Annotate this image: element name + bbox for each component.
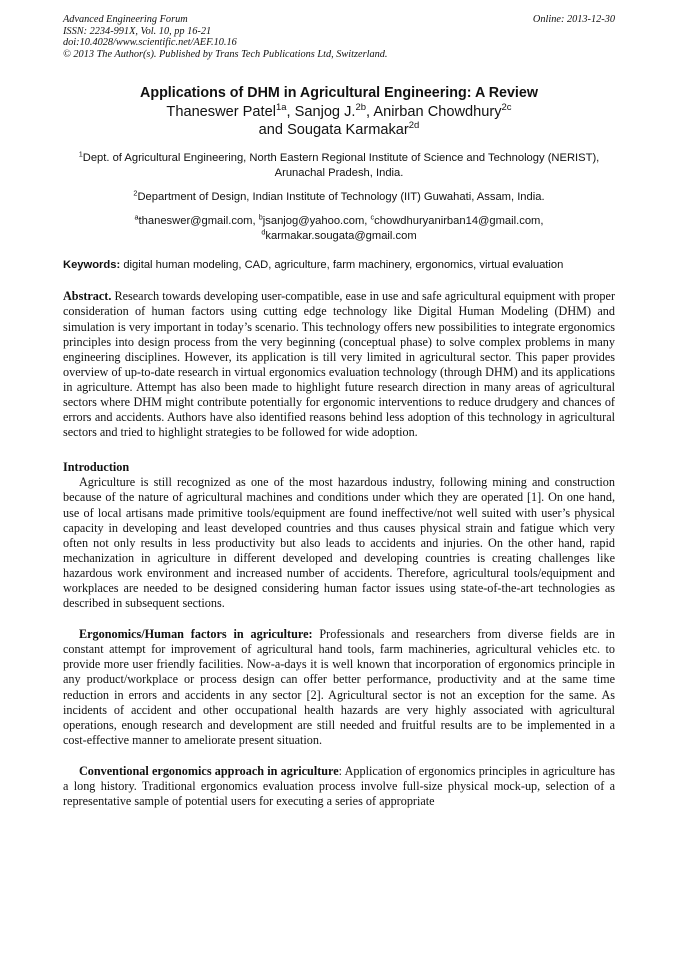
author-and: and: [258, 121, 284, 138]
keywords-text: digital human modeling, CAD, agriculture, farm machinery, ergonomics, virtual evaluation: [123, 259, 564, 272]
section-heading-introduction: Introduction: [63, 460, 130, 475]
affiliation-2: $^2$Department of Design, Indian Institute of Technology (IIT) Guwahati, Assam, India.: [133, 188, 545, 204]
journal-header: [63, 14, 615, 60]
author-superscript: 2b: [355, 102, 367, 114]
ergonomics-heading: Ergonomics/Human factors in agriculture:: [79, 627, 313, 642]
author-name: Sanjog J.: [294, 104, 356, 121]
copyright-line: © 2013 The Author(s). Published by Trans Tech Publications Ltd, Switzerland.: [63, 48, 388, 60]
keywords: [63, 258, 615, 273]
paper-title: Applications of DHM in Agricultural Engineering: A Review: [140, 85, 538, 102]
conventional-heading: Conventional ergonomics approach in agriculture: [79, 763, 339, 778]
affiliation-1: $^1$Dept. of Agricultural Engineering, North Eastern Regional Institute of Science and Technology (NERIST), Arunachal Pradesh, India.: [78, 149, 600, 180]
intro-paragraph: Agriculture is still recognized as one of the most hazardous industry, following mining and construction because of the nature of agricultural machines and conditions under which they are operated [1]. On one hand, use of local artisans made primitive tools/equipment are found ineffective/not well suited with user’s physical capacity in developing and least developed countries and thus causes physical strain and fatigue which very often not only results in less productivity but also leads to accidents and injuries. On the other hand, rapid mechanization in agriculture in different developed and developing countries is creating challenges like hazardous work environment and increased number of accidents. Therefore, agricultural tools/equipment and workplaces are needed to be designed considering human factor issues using state-of-the-art technologies as described in subsequent sections.: [63, 475, 615, 611]
author-emails: $^a$thaneswer@gmail.com, $^b$jsanjog@yahoo.com, $^c$chowdhuryanirban14@gmail.com, $^d$karmakar.sougata@gmail.com: [134, 212, 544, 243]
abstract-text: Research towards developing user-compatible, ease in use and safe agricultural equipment with proper consideration of human factors using cutting edge technology like Digital Human Modeling (DHM) and simulation is very important in today’s scenario. This technology offers new possibilities to integrate ergonomics principles into design process from the very beginning (conceptual phase) to solve complex problems in many engineering disciplines. However, its application is till very limited in agricultural sector. This paper provides overview of up-to-date research in virtual ergonomics evaluation technology (through DHM) and its applications in agriculture. Attempt has also been made to highlight future research direction in many areas of agricultural sectors where DHM might contribute potentially for ergonomic interventions to reduce drudgery and chances of errors and accidents. Authors have also identified reasons behind less adoption of this technology in agricultural sectors and tried to highlight strategies to be followed for wide adoption.: [63, 289, 615, 440]
keywords-label: Keywords:: [63, 259, 121, 272]
author-superscript: 2d: [408, 120, 420, 132]
abstract-label: Abstract.: [63, 289, 112, 304]
conventional-paragraph: Conventional ergonomics approach in agriculture: Application of ergonomics principles in agriculture has a long history. Traditional ergonomics evaluation process involve full-size physical mock-up, selection of a representative sample of potential users for executing a series of appropriate: [63, 763, 615, 809]
journal-name: Advanced Engineering Forum: [63, 14, 188, 25]
ergonomics-paragraph: Ergonomics/Human factors in agriculture: Professionals and researchers from diverse fields are in constant attempt for improvement of agricultural hand tools, farm machineries, agricultural vehicles etc. to provide more user friendly facilities. Now-a-days it is well known that incorporation of ergonomics principle in any product/workplace or process design can offer better performance, productivity and at the same time reduction in errors and accidents in any sector [2]. Agricultural sector is not an exception for the same. As incidents of accident and other occupational health hazards are very highly associated with agricultural operations, enough research and development are still needed and fruitful results are to be implemented in a cost-effective manner to ameliorate present situation.: [63, 627, 615, 747]
author-list: Thaneswer Patel$^{1a}$, Sanjog J.$^{2b}$, Anirban Chowdhury$^{2c}$ and Sougata Karmakar$^{2d}$: [166, 102, 512, 138]
author-name: Thaneswer Patel: [166, 104, 276, 121]
paper-page: [63, 14, 615, 809]
author-superscript: 2c: [501, 102, 512, 114]
online-date: Online: 2013-12-30: [532, 14, 615, 25]
email-link[interactable]: thaneswer@gmail.com,: [138, 215, 259, 228]
issn-line: ISSN: 2234-991X, Vol. 10, pp 16-21: [63, 25, 212, 37]
author-name: Anirban Chowdhury: [373, 104, 502, 121]
author-superscript: 1a: [275, 102, 287, 114]
doi-line[interactable]: doi:10.4028/www.scientific.net/AEF.10.16: [63, 37, 237, 49]
author-name: Sougata Karmakar: [287, 121, 409, 138]
email-link[interactable]: chowdhuryanirban14@gmail.com,: [374, 215, 544, 228]
email-link[interactable]: karmakar.sougata@gmail.com: [265, 230, 417, 243]
email-link[interactable]: jsanjog@yahoo.com,: [262, 215, 371, 228]
abstract: [63, 289, 615, 440]
